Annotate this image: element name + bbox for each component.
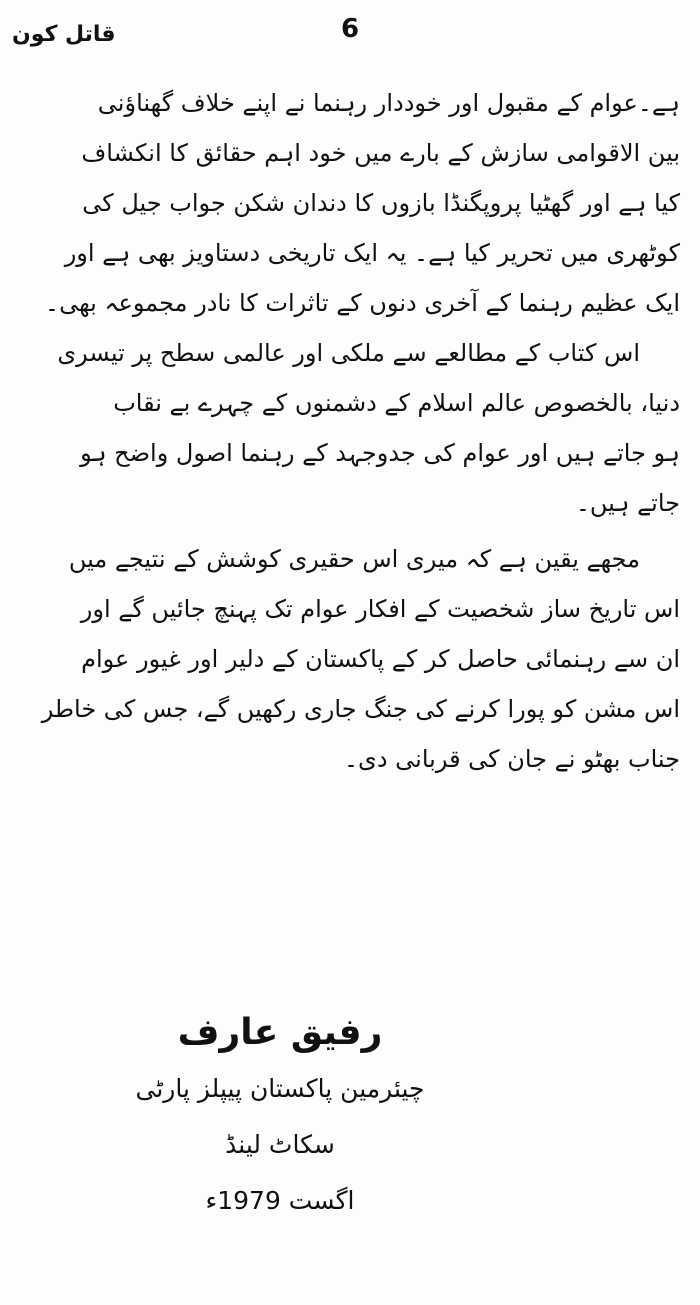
text-line: ایک عظیم رہنما کے آخری دنوں کے تاثرات کا نادر مجموعہ بھی۔ (45, 289, 680, 317)
text-line: ہے۔عوام کے مقبول اور خوددار رہنما نے اپنے خلاف گھناؤنی (97, 89, 680, 117)
text-line: جناب بھٹو نے جان کی قربانی دی۔ (343, 745, 680, 773)
signature-block (130, 1005, 430, 1229)
author-designation: چیئرمین پاکستان پیپلز پارٹی (135, 1074, 425, 1103)
text-line: کیا ہے اور گھٹیا پروپگنڈا بازوں کا دندان شکن جواب جیل کی (82, 189, 680, 217)
text-line: ہو جاتے ہیں اور عوام کی جدوجہد کے رہنما اصول واضح ہو (80, 439, 680, 467)
signature-date: اگست 1979ء (205, 1186, 355, 1215)
text-line: کوٹھری میں تحریر کیا ہے۔ یہ ایک تاریخی دستاویز بھی ہے اور (64, 239, 680, 267)
text-line: اس کتاب کے مطالعے سے ملکی اور عالمی سطح پر تیسری (57, 339, 640, 367)
author-location: سکاٹ لینڈ (225, 1130, 335, 1159)
text-line: ان سے رہنمائی حاصل کر کے پاکستان کے دلیر اور غیور عوام (81, 645, 680, 673)
text-line: دنیا، بالخصوص عالم اسلام کے دشمنوں کے چہرے بے نقاب (113, 389, 680, 417)
running-header-title: قاتل کون (12, 22, 116, 47)
text-line: بین الاقوامی سازش کے بارے میں خود اہم حقائق کا انکشاف (81, 139, 680, 167)
text-line: اس مشن کو پورا کرنے کی جنگ جاری رکھیں گے، جس کی خاطر (41, 695, 680, 723)
text-line: مجھے یقین ہے کہ میری اس حقیری کوشش کے نتیجے میں (68, 545, 640, 573)
text-line: اس تاریخ ساز شخصیت کے افکار عوام تک پہنچ جائیں گے اور (80, 595, 680, 623)
body-text (41, 78, 680, 784)
author-name: رفیق عارف (177, 1012, 383, 1053)
text-line: جاتے ہیں۔ (575, 489, 680, 517)
page-number: 6 (340, 14, 360, 44)
